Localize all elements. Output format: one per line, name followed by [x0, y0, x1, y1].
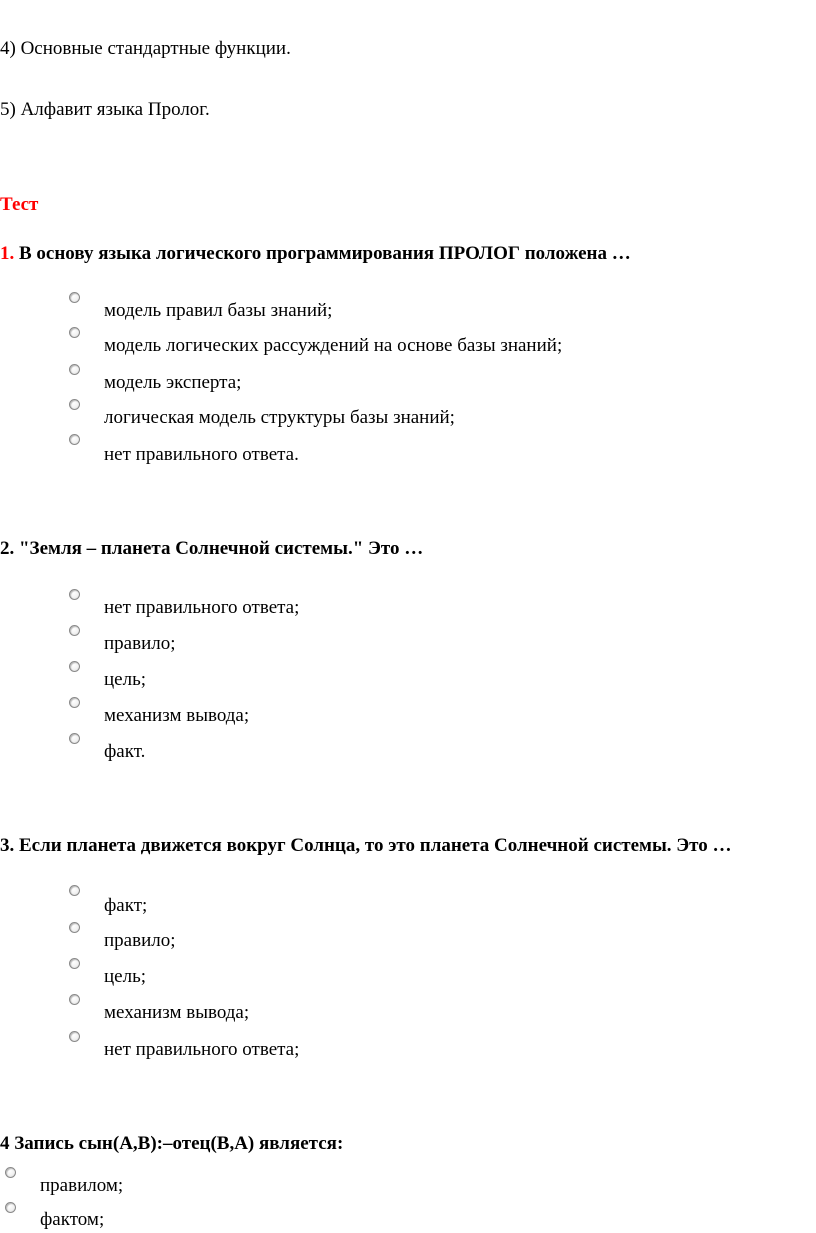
question-4: 4 Запись сын(A,B):–отец(B,A) является:: [0, 1133, 344, 1154]
question-1-number: 1.: [0, 243, 15, 264]
q1-option-5-radio-icon[interactable]: [69, 434, 80, 445]
q3-option-2-radio-icon[interactable]: [69, 922, 80, 933]
q3-option-3-radio-icon[interactable]: [69, 958, 80, 969]
q1-option-5-label: нет правильного ответа.: [104, 444, 299, 465]
q1-option-2-radio-icon[interactable]: [69, 327, 80, 338]
q2-option-3-label: цель;: [104, 669, 147, 690]
q2-option-5-label: факт.: [104, 741, 146, 762]
q2-option-5-radio-icon[interactable]: [69, 733, 80, 744]
q2-option-1-label: нет правильного ответа;: [104, 597, 300, 618]
q2-option-2-label: правило;: [104, 633, 176, 654]
q1-option-4-radio-icon[interactable]: [69, 399, 80, 410]
q1-option-4-label: логическая модель структуры базы знаний;: [104, 407, 455, 428]
q1-option-1-label: модель правил базы знаний;: [104, 300, 333, 321]
question-1-text: В основу языка логического программирования ПРОЛОГ положена …: [14, 243, 631, 264]
q3-option-1-label: факт;: [104, 895, 148, 916]
q2-option-1-radio-icon[interactable]: [69, 589, 80, 600]
question-2: 2. "Земля – планета Солнечной системы." Это …: [0, 538, 424, 559]
q2-option-3-radio-icon[interactable]: [69, 661, 80, 672]
question-1: [0, 243, 631, 265]
q4-option-1-label: правилом;: [40, 1175, 124, 1196]
q3-option-5-radio-icon[interactable]: [69, 1031, 80, 1042]
q4-option-2-radio-icon[interactable]: [5, 1202, 16, 1213]
q3-option-1-radio-icon[interactable]: [69, 885, 80, 896]
q2-option-2-radio-icon[interactable]: [69, 625, 80, 636]
q1-option-1-radio-icon[interactable]: [69, 292, 80, 303]
q1-option-2-label: модель логических рассуждений на основе базы знаний;: [104, 335, 563, 356]
q3-option-4-label: механизм вывода;: [104, 1002, 250, 1023]
q4-option-2-label: фактом;: [40, 1209, 105, 1230]
intro-line-4: 4) Основные стандартные функции.: [0, 38, 291, 59]
q2-option-4-radio-icon[interactable]: [69, 697, 80, 708]
q1-option-3-radio-icon[interactable]: [69, 364, 80, 375]
q3-option-2-label: правило;: [104, 930, 176, 951]
q2-option-4-label: механизм вывода;: [104, 705, 250, 726]
q1-option-3-label: модель эксперта;: [104, 372, 242, 393]
section-title: Тест: [0, 194, 39, 215]
q3-option-3-label: цель;: [104, 966, 147, 987]
q3-option-5-label: нет правильного ответа;: [104, 1039, 300, 1060]
intro-line-5: 5) Алфавит языка Пролог.: [0, 99, 210, 120]
q3-option-4-radio-icon[interactable]: [69, 994, 80, 1005]
question-3: 3. Если планета движется вокруг Солнца, то это планета Солнечной системы. Это …: [0, 835, 732, 856]
q4-option-1-radio-icon[interactable]: [5, 1167, 16, 1178]
